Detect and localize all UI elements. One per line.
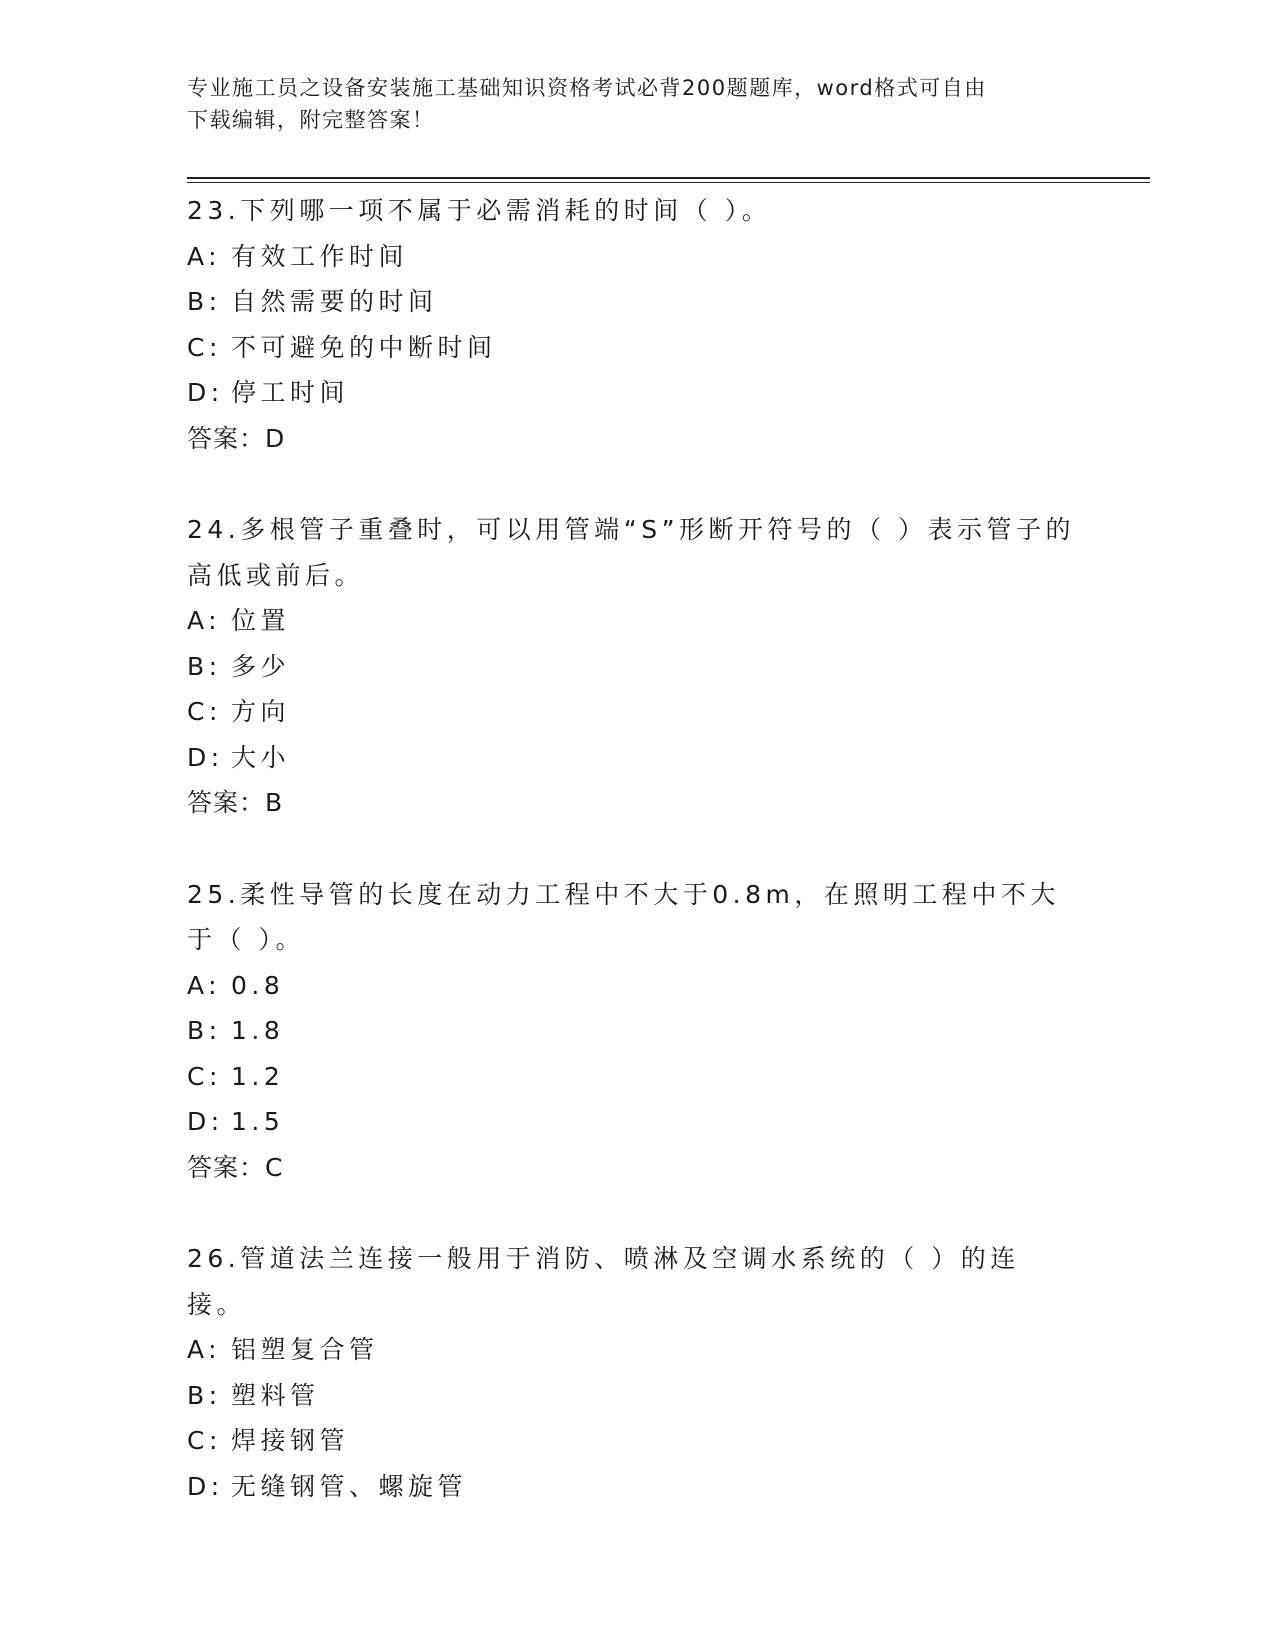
option-text: 1.8 [231, 1016, 285, 1045]
option-key: A: [187, 970, 222, 1000]
option-key: D: [187, 378, 224, 407]
option-text: 焊接钢管 [231, 1426, 350, 1455]
header-divider-thin [187, 182, 1150, 183]
option-d [187, 1464, 1087, 1510]
option-key: A: [187, 241, 222, 271]
question-stem: 24.多根管子重叠时，可以用管端“S”形断开符号的（ ）表示管子的高低或前后。 [187, 515, 1075, 590]
option-text: 方向 [231, 697, 291, 726]
option-d [187, 735, 1087, 781]
option-a [187, 234, 1087, 280]
option-text: 无缝钢管、螺旋管 [231, 1471, 468, 1501]
option-text: 塑料管 [231, 1380, 320, 1410]
question-stem: 23.下列哪一项不属于必需消耗的时间（ ）。 [187, 196, 772, 225]
option-text: 停工时间 [231, 378, 350, 407]
option-c [187, 325, 1087, 371]
question-26 [187, 1236, 1087, 1509]
question-25 [187, 872, 1087, 1191]
question-list [187, 188, 1087, 1555]
option-key: B: [187, 287, 222, 316]
question-stem: 26.管道法兰连接一般用于消防、喷淋及空调水系统的（ ）的连接。 [187, 1244, 1020, 1319]
option-key: D: [187, 1471, 224, 1501]
option-key: B: [187, 651, 222, 681]
option-c [187, 689, 1087, 735]
option-d [187, 1099, 1087, 1145]
option-text: 位置 [231, 606, 291, 635]
option-key: D: [187, 1107, 224, 1136]
option-b [187, 644, 1087, 690]
option-text: 1.2 [231, 1061, 285, 1091]
option-key: C: [187, 697, 222, 726]
answer-line: 答案：B [187, 788, 284, 817]
option-key: A: [187, 606, 222, 635]
option-key: D: [187, 742, 224, 772]
header-title-line-1: 专业施工员之设备安装施工基础知识资格考试必背200题题库，word格式可自由 [187, 76, 987, 100]
question-24 [187, 507, 1087, 826]
option-text: 自然需要的时间 [231, 287, 438, 316]
question-23 [187, 188, 1087, 461]
option-a [187, 963, 1087, 1009]
option-key: C: [187, 332, 222, 362]
option-key: C: [187, 1061, 222, 1091]
option-text: 不可避免的中断时间 [231, 332, 497, 362]
option-text: 有效工作时间 [231, 241, 409, 271]
option-key: B: [187, 1016, 222, 1045]
option-b [187, 1008, 1087, 1054]
option-text: 多少 [231, 651, 291, 681]
option-c [187, 1418, 1087, 1464]
option-d [187, 370, 1087, 416]
option-b [187, 1373, 1087, 1419]
option-text: 大小 [231, 742, 291, 772]
question-stem: 25.柔性导管的长度在动力工程中不大于0.8m，在照明工程中不大于（ ）。 [187, 879, 1060, 954]
option-a [187, 598, 1087, 644]
header-divider-thick [187, 177, 1150, 179]
document-header [187, 72, 1087, 136]
answer-line: 答案：C [187, 1152, 284, 1182]
header-title-line-2: 下载编辑，附完整答案！ [187, 108, 435, 132]
option-key: A: [187, 1335, 222, 1364]
answer-line: 答案：D [187, 423, 286, 453]
option-c [187, 1054, 1087, 1100]
option-text: 铝塑复合管 [231, 1335, 379, 1364]
option-text: 1.5 [231, 1107, 285, 1136]
option-a [187, 1327, 1087, 1373]
option-key: C: [187, 1426, 222, 1455]
option-b [187, 279, 1087, 325]
option-key: B: [187, 1380, 222, 1410]
option-text: 0.8 [231, 970, 285, 1000]
